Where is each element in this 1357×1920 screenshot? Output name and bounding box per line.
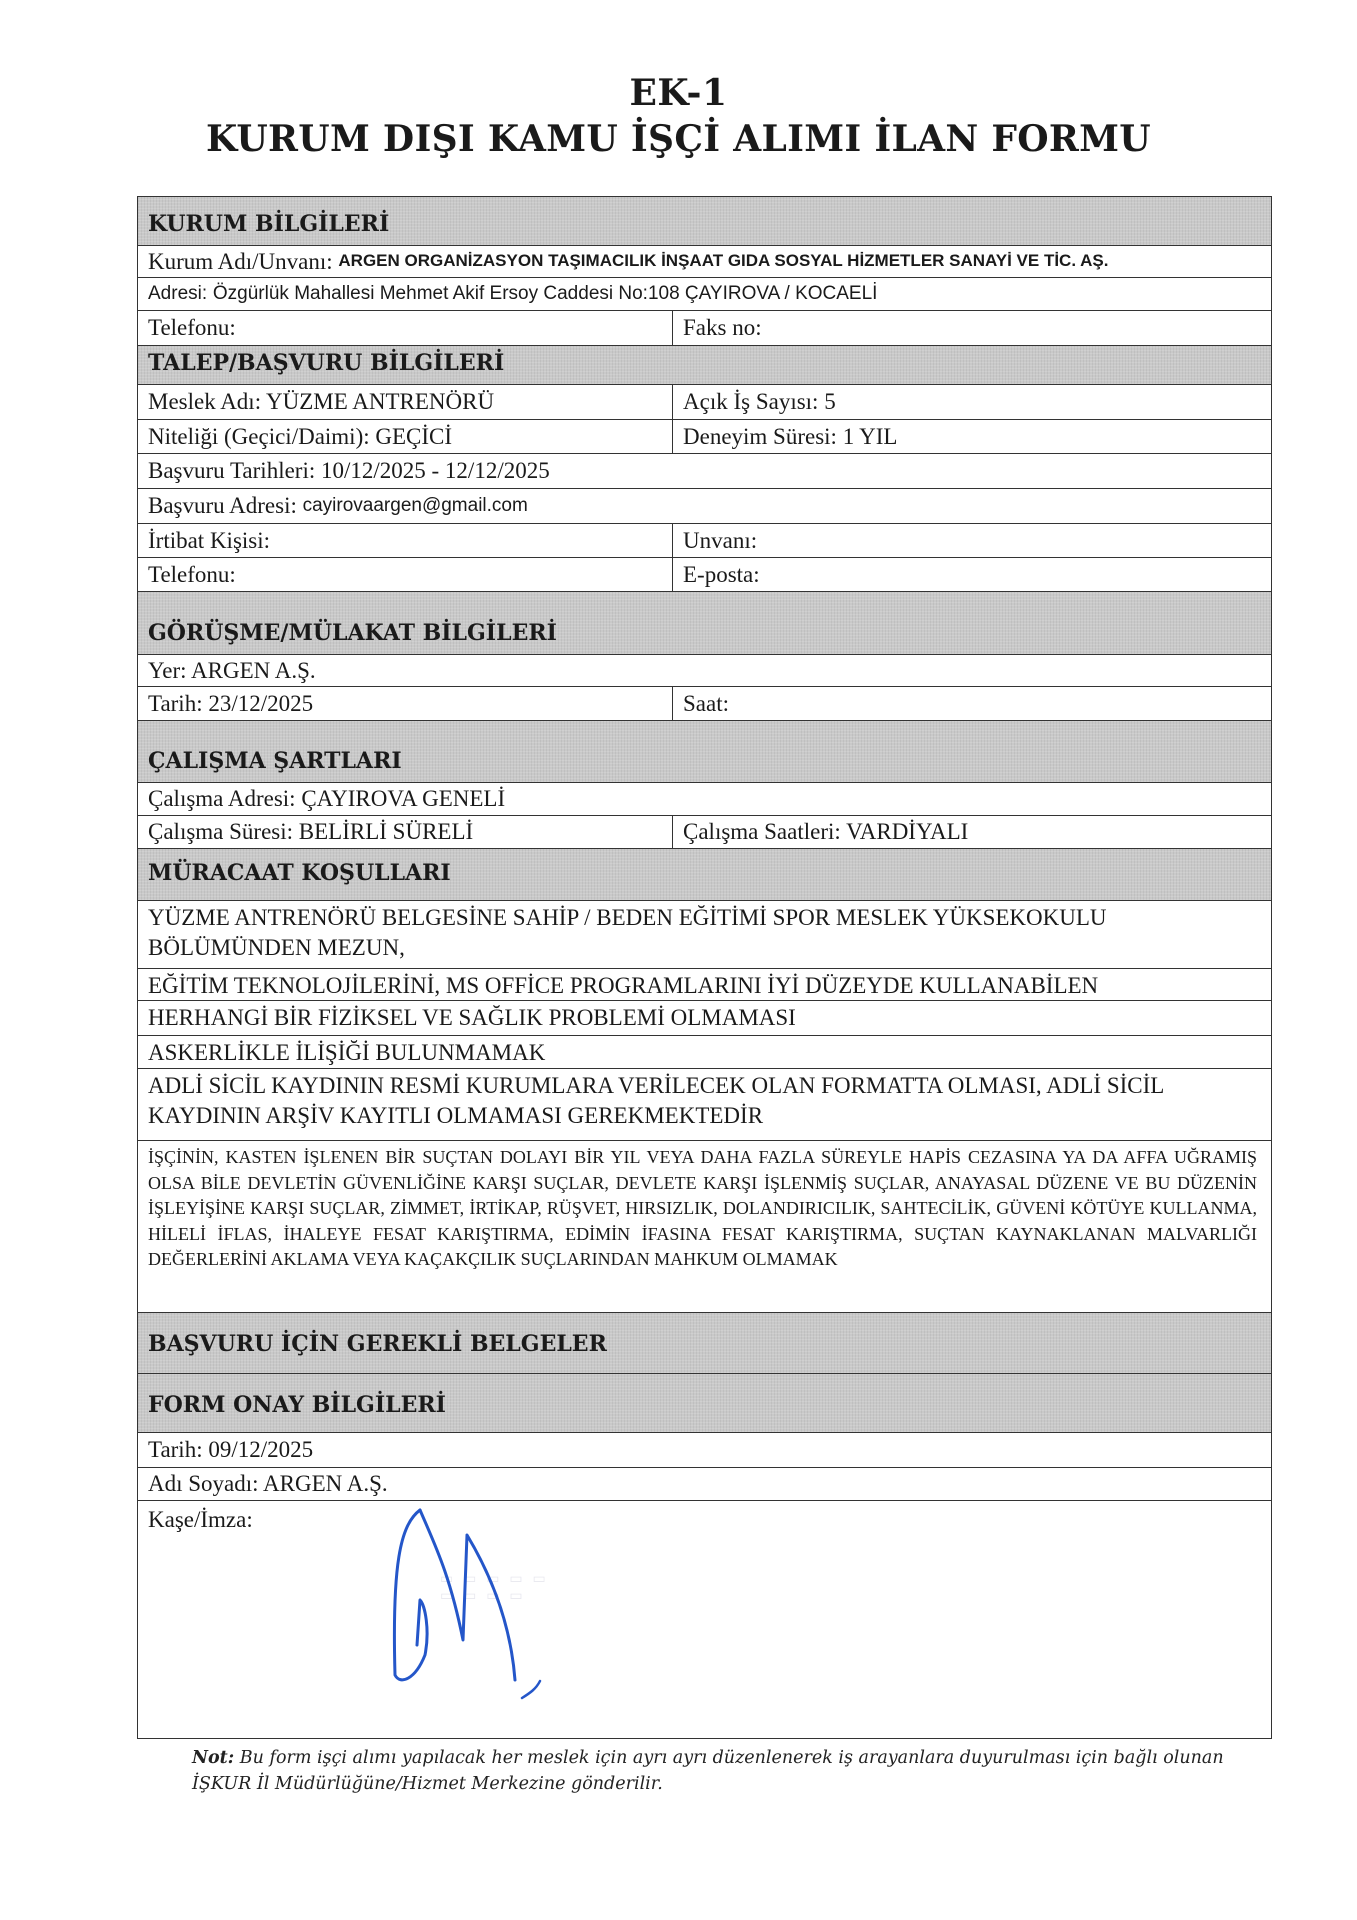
- condition-row: [138, 1001, 1271, 1036]
- condition-item: EĞİTİM TEKNOLOJİLERİNİ, MS OFFİCE PROGRAMLARINI İYİ DÜZEYDE KULLANABİLEN: [148, 973, 1099, 998]
- condition-item: ASKERLİKLE İLİŞİĞİ BULUNMAMAK: [148, 1040, 546, 1065]
- field-phone: Telefonu:: [138, 311, 673, 345]
- field-approval-date: Tarih: 09/12/2025: [148, 1437, 314, 1463]
- section-title: MÜRACAAT KOŞULLARI: [148, 860, 451, 887]
- field-contact-phone: Telefonu:: [138, 558, 673, 591]
- application-email: cayirovaargen@gmail.com: [302, 494, 528, 516]
- condition-row: [138, 969, 1271, 1001]
- section-title: TALEP/BAŞVURU BİLGİLERİ: [148, 350, 505, 377]
- job-posting-form: [137, 196, 1272, 1739]
- field-contact-title: Unvanı:: [683, 527, 758, 553]
- section-header-calisma: [138, 721, 1271, 783]
- condition-item-criminal-record: İŞÇİNİN, KASTEN İŞLENEN BİR SUÇTAN DOLAYI BİR YIL VEYA DAHA FAZLA SÜREYLE HAPİS CEZASINA YA DA AFFA UĞRAMIŞ OLSA BİLE DEVLETİN GÜVENLİĞİNE KARŞI SUÇLAR, DEVLETE KARŞI İŞLENMİŞ SUÇLAR, ANAYASAL DÜZENE VE BU DÜZENİN İŞLEYİŞİNE KARŞI SUÇLAR, ZİMMET, İRTİKAP, RÜŞVET, HIRSIZLIK, DOLANDIRICILIK, SAHTECİLİK, GÜVENİ KÖTÜYE KULLANMA, HİLELİ İFLAS, İHALEYE FESAT KARIŞTIRMA, EDİMİN İFASINA FESAT KARIŞTIRMA, SUÇTAN KAYNAKLANAN MALVARLIĞI DEĞERLERİNİ AKLAMA VEYA KAÇAKÇILIK SUÇLARINDAN MAHKUM OLMAMAK: [148, 1147, 1257, 1270]
- section-header-kurum: [138, 197, 1271, 246]
- field-fax: Faks no:: [683, 315, 762, 341]
- field-kurum-name: [138, 246, 1271, 278]
- field-interview-date: Tarih: 23/12/2025: [138, 687, 673, 720]
- field-kurum-contact: [138, 311, 1271, 346]
- page-title: KURUM DIŞI KAMU İŞÇİ ALIMI İLAN FORMU: [206, 118, 1151, 160]
- field-value: ARGEN ORGANİZASYON TAŞIMACILIK İNŞAAT GIDA SOSYAL HİZMETLER SANAYİ VE TİC. AŞ.: [338, 251, 1109, 271]
- field-row: [138, 385, 1271, 420]
- faded-stamp-icon: ▭ ▭ ▭ ▭ ▭ ▭ ▭ ▭ ▭: [440, 1570, 549, 1603]
- section-title: ÇALIŞMA ŞARTLARI: [148, 748, 402, 775]
- section-header-onay: [138, 1374, 1271, 1433]
- field-nature: Niteliği (Geçici/Daimi): GEÇİCİ: [138, 420, 673, 453]
- section-title: FORM ONAY BİLGİLERİ: [148, 1392, 446, 1419]
- field-work-duration: Çalışma Süresi: BELİRLİ SÜRELİ: [138, 816, 673, 848]
- field-work-hours: Çalışma Saatleri: VARDİYALI: [683, 819, 969, 845]
- field-row: [138, 1501, 1271, 1738]
- section-header-belgeler: [138, 1313, 1271, 1374]
- section-title: BAŞVURU İÇİN GEREKLİ BELGELER: [148, 1331, 607, 1358]
- field-row: [138, 454, 1271, 489]
- field-label: Adresi:: [148, 282, 208, 304]
- annex-label: EK-1: [629, 72, 728, 114]
- condition-item: YÜZME ANTRENÖRÜ BELGESİNE SAHİP / BEDEN EĞİTİMİ SPOR MESLEK YÜKSEKOKULU BÖLÜMÜNDEN MEZUN,: [148, 905, 1107, 960]
- field-work-address: Çalışma Adresi: ÇAYIROVA GENELİ: [148, 786, 506, 812]
- field-experience: Deneyim Süresi: 1 YIL: [683, 423, 898, 449]
- field-label: Kurum Adı/Unvanı:: [148, 248, 333, 274]
- section-title: GÖRÜŞME/MÜLAKAT BİLGİLERİ: [148, 620, 557, 647]
- condition-item: ADLİ SİCİL KAYDININ RESMİ KURUMLARA VERİLECEK OLAN FORMATTA OLMASI, ADLİ SİCİL KAYDININ ARŞİV KAYITLI OLMAMASI GEREKMEKTEDİR: [148, 1073, 1164, 1128]
- section-title: KURUM BİLGİLERİ: [148, 211, 390, 238]
- field-row: [138, 783, 1271, 816]
- field-row: [138, 558, 1271, 592]
- field-interview-time: Saat:: [683, 690, 729, 716]
- field-row: [138, 420, 1271, 454]
- field-kurum-address: [138, 278, 1271, 311]
- field-occupation: Meslek Adı: YÜZME ANTRENÖRÜ: [138, 385, 673, 419]
- field-row: [138, 1468, 1271, 1501]
- section-header-muracaat: [138, 849, 1271, 901]
- field-row: [138, 1433, 1271, 1468]
- field-open-positions: Açık İş Sayısı: 5: [683, 389, 836, 415]
- field-contact-email: E-posta:: [683, 561, 760, 587]
- footer-note-label: Not:: [192, 1748, 235, 1768]
- field-application-dates: Başvuru Tarihleri: 10/12/2025 - 12/12/2025: [148, 458, 550, 484]
- field-stamp-signature: Kaşe/İmza:: [148, 1507, 253, 1532]
- signature-icon: [370, 1505, 670, 1715]
- condition-row: [138, 1069, 1271, 1141]
- field-row: [138, 489, 1271, 524]
- field-row: [138, 687, 1271, 721]
- footer-note-text: Bu form işçi alımı yapılacak her meslek için ayrı ayrı düzenlenerek iş arayanlara duyurulması için bağlı olunan İŞKUR İl Müdürlüğüne/Hizmet Merkezine gönderilir.: [192, 1748, 1224, 1795]
- condition-item: HERHANGİ BİR FİZİKSEL VE SAĞLIK PROBLEMİ OLMAMASI: [148, 1005, 796, 1030]
- section-header-talep: [138, 346, 1271, 385]
- field-value: Özgürlük Mahallesi Mehmet Akif Ersoy Caddesi No:108 ÇAYIROVA / KOCAELİ: [212, 282, 878, 304]
- condition-row: [138, 901, 1271, 969]
- field-row: [138, 655, 1271, 687]
- condition-row: [138, 1036, 1271, 1069]
- field-approver-name: Adı Soyadı: ARGEN A.Ş.: [148, 1471, 388, 1497]
- field-contact-person: İrtibat Kişisi:: [138, 524, 673, 557]
- condition-row: [138, 1141, 1271, 1313]
- field-interview-place: Yer: ARGEN A.Ş.: [148, 657, 316, 683]
- field-row: [138, 524, 1271, 558]
- footer-note: [192, 1745, 1272, 1798]
- field-row: [138, 816, 1271, 849]
- field-label: Başvuru Adresi:: [148, 493, 297, 519]
- section-header-gorusme: [138, 592, 1271, 655]
